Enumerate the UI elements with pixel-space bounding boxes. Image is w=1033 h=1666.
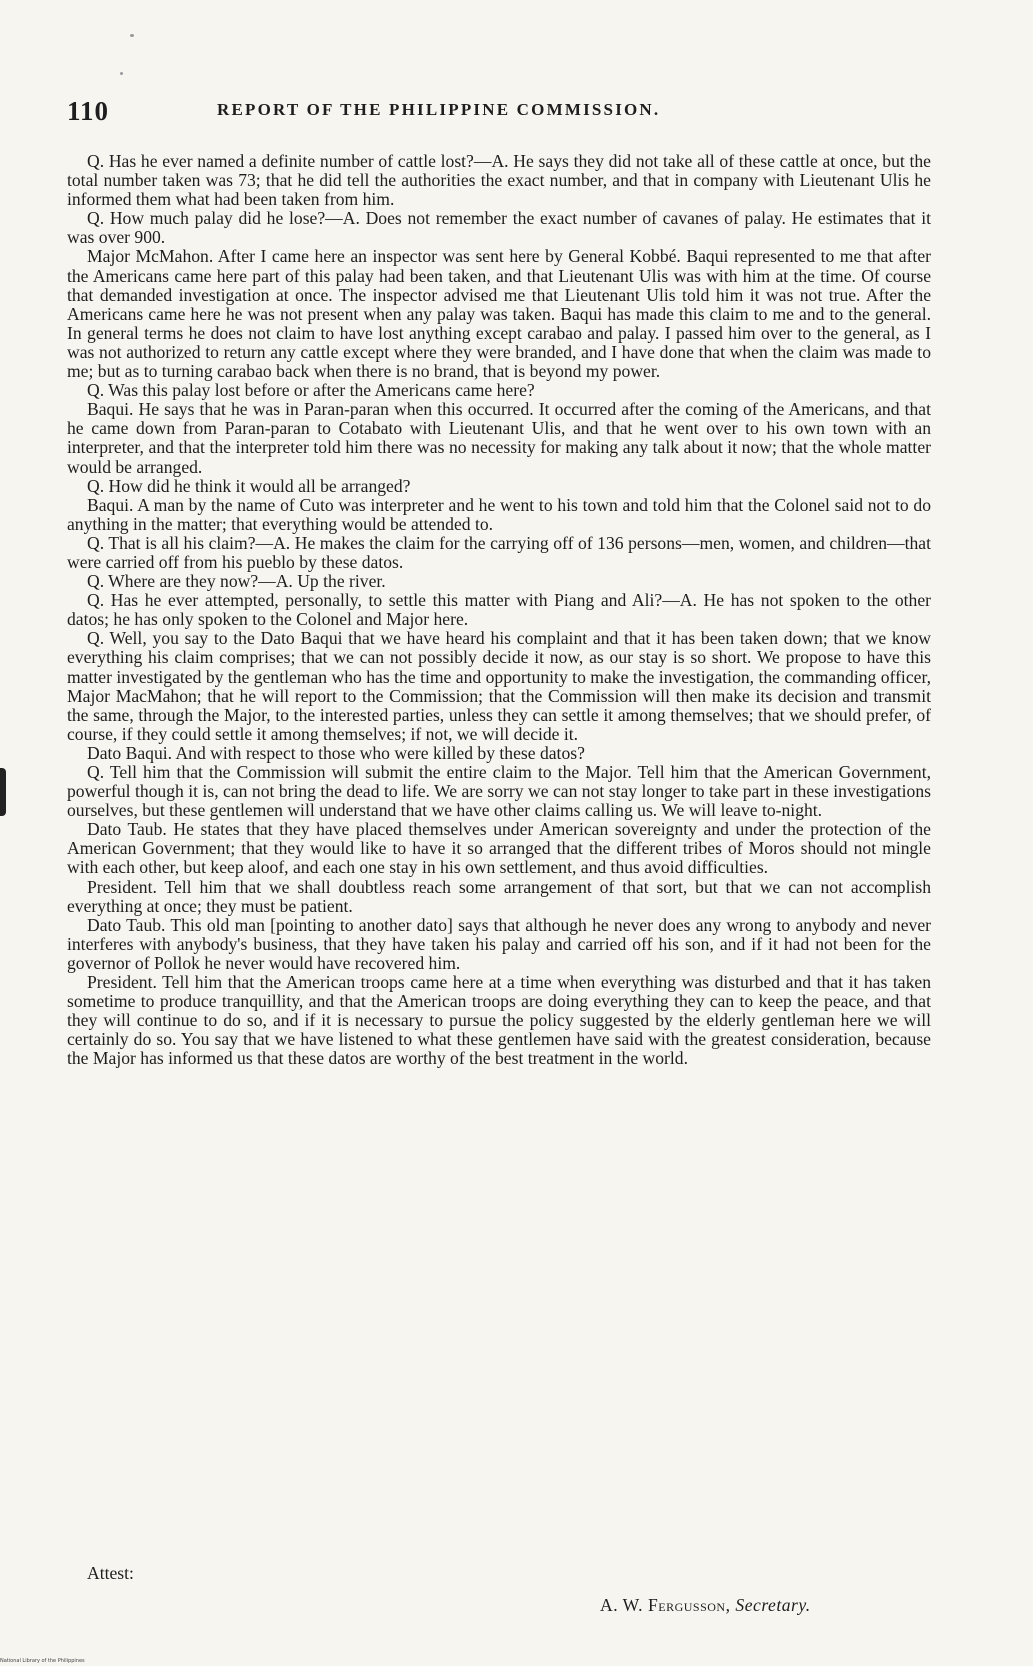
- paragraph: Baqui. A man by the name of Cuto was interpreter and he went to his town and told him that the Colonel said not to do anything in the matter; that everything would be attended to.: [67, 494, 931, 534]
- page-header: [67, 96, 937, 128]
- signature-title: Secretary.: [735, 1595, 811, 1615]
- paragraph: Dato Baqui. And with respect to those who were killed by these datos?: [87, 742, 585, 763]
- paragraph: President. Tell him that we shall doubtless reach some arrangement of that sort, but that we can not accomplish everything at once; they must be patient.: [67, 876, 931, 916]
- footer-note: National Library of the Philippines: [0, 1658, 85, 1664]
- paragraph: Dato Taub. This old man [pointing to another dato] says that although he never does any wrong to anybody and never interferes with anybody's business, that they have taken his palay and carried off his son, and if it had not been for the governor of Pollok he never would have recovered him.: [67, 914, 931, 973]
- attest-label: Attest:: [87, 1563, 134, 1583]
- paragraph: Q. Was this palay lost before or after the Americans came here?: [87, 380, 535, 401]
- paragraph: Q. How did he think it would all be arranged?: [87, 475, 411, 496]
- running-title: REPORT OF THE PHILIPPINE COMMISSION.: [217, 100, 661, 119]
- signature-name: A. W. Fergusson,: [600, 1595, 731, 1615]
- paragraph: Q. Has he ever named a definite number of cattle lost?—A. He says they did not take all of these cattle at once, but the total number taken was 73; that he did tell the authorities the exact number, and that in company with Lieutenant Ulis he informed them what had been taken from him.: [67, 151, 931, 210]
- paragraph: Q. Has he ever attempted, personally, to settle this matter with Piang and Ali?—A. He has not spoken to the other datos; he has only spoken to the Colonel and Major here.: [67, 590, 931, 630]
- paragraph: Q. Tell him that the Commission will submit the entire claim to the Major. Tell him that the American Government, powerful though it is, can not bring the dead to life. We are sorry we can not stay longer to take part in these investigations ourselves, but these gentlemen will understand that we have other claims calling us. We will leave to-night.: [67, 762, 931, 821]
- paragraph: Q. How much palay did he lose?—A. Does not remember the exact number of cavanes of palay. He estimates that it was over 900.: [67, 208, 931, 248]
- body-text: [67, 152, 931, 1069]
- page-number: 110: [67, 96, 110, 126]
- paragraph: President. Tell him that the American troops came here at a time when everything was disturbed and that it has taken sometime to produce tranquillity, and that the American troops are doing everything they can to keep the peace, and that they will continue to do so, and if it is necessary to pursue the policy suggested by the elderly gentleman here we will certainly do so. You say that we have listened to what these gentlemen have said with the greatest consideration, because the Major has informed us that these datos are worthy of the best treatment in the world.: [67, 972, 931, 1069]
- paragraph: Q. Well, you say to the Dato Baqui that we have heard his complaint and that it has been taken down; that we know everything his claim comprises; that we can not possibly decide it now, as our stay is so short. We propose to have this matter investigated by the gentleman who has the time and opportunity to make the investigation, the commanding officer, Major MacMahon; that he will report to the Commission; that the Commission will then make its decision and transmit the same, through the Major, to the interested parties, unless they can settle it among themselves; that we should prefer, of course, if they could settle it among themselves; if not, we will decide it.: [67, 628, 931, 744]
- paragraph: Major McMahon. After I came here an inspector was sent here by General Kobbé. Baqui represented to me that after the Americans came here part of this palay had been taken, and that Lieutenant Ulis was with him at the time. Of course that demanded investigation at once. The inspector advised me that Lieutenant Ulis told him it was not true. After the Americans came here he was not present when any palay was taken. Baqui has made this claim to me and to the general. In general terms he does not claim to have lost anything except carabao and palay. I passed him over to the general, as I was not authorized to return any cattle except where they were branded, and I have done that when the claim was made to me; but as to turning carabao back when there is no brand, that is beyond my power.: [67, 246, 931, 382]
- paragraph: Baqui. He says that he was in Paran-paran when this occurred. It occurred after the coming of the Americans, and that he came down from Paran-paran to Cotabato with Lieutenant Ulis, and that he went over to his own town with an interpreter, and that the interpreter told him there was no necessity for making any talk about it now; that the whole matter would be arranged.: [67, 399, 931, 477]
- scan-speck: [120, 72, 123, 75]
- signature: [600, 1595, 811, 1616]
- paragraph: Dato Taub. He states that they have placed themselves under American sovereignty and under the protection of the American Government; that they would like to have it so arranged that the different tribes of Moros should not mingle with each other, but keep aloof, and each one stay in his own settlement, and thus avoid difficulties.: [67, 819, 931, 878]
- paragraph: Q. Where are they now?—A. Up the river.: [87, 571, 386, 592]
- binding-shadow: [0, 768, 6, 816]
- scan-speck: [130, 34, 134, 37]
- paragraph: Q. That is all his claim?—A. He makes the claim for the carrying off of 136 persons—men, women, and children—that were carried off from his pueblo by these datos.: [67, 532, 931, 572]
